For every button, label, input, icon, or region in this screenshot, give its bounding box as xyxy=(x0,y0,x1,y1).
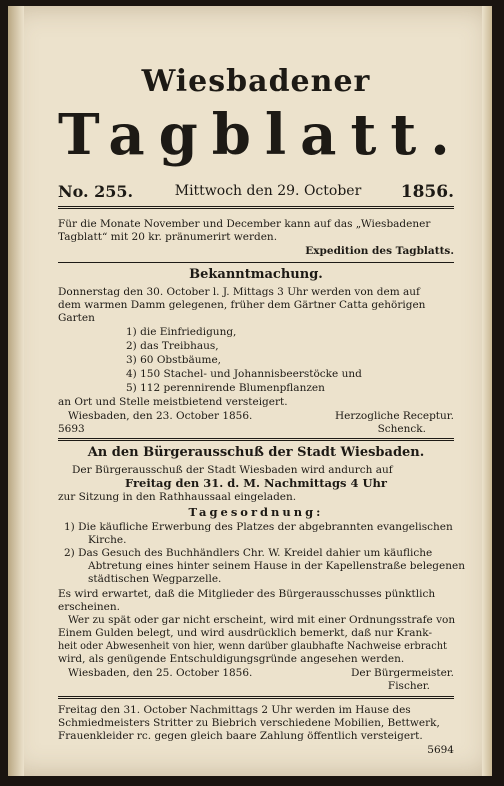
issue-number: No. 255. xyxy=(58,182,134,201)
agenda-item: Kirche. xyxy=(88,534,127,546)
notice2-text: erscheinen. xyxy=(58,601,120,613)
issue-year: 1856. xyxy=(400,182,454,202)
notice1-item: 2) das Treibhaus, xyxy=(126,340,219,352)
notice3-number: 5694 xyxy=(427,744,454,756)
notice1-item: 4) 150 Stachel- und Johannisbeerstöcke und xyxy=(126,368,362,380)
notice2-highlight: Freitag den 31. d. M. Nachmittags 4 Uhr xyxy=(125,476,387,490)
notice1-item: 5) 112 perennirende Blumenpflanzen xyxy=(126,382,325,394)
agenda-item: Abtretung eines hinter seinem Hause in der Kapellenstraße belegenen xyxy=(88,560,465,572)
notice1-place-date: Wiesbaden, den 23. October 1856. xyxy=(68,410,253,422)
notice1-item: 1) die Einfriedigung, xyxy=(126,326,237,338)
notice2-text: Wer zu spät oder gar nicht erscheint, wird mit einer Ordnungsstrafe von xyxy=(68,614,456,626)
notice1-item: 3) 60 Obstbäume, xyxy=(126,354,222,366)
notice1-number: 5693 xyxy=(58,423,85,435)
notice2-line: zur Sitzung in den Rathhaussaal eingeladen. xyxy=(58,491,297,503)
notice2-signer: Fischer. xyxy=(387,680,430,692)
agenda-item: 2) Das Gesuch des Buchhändlers Chr. W. Kreidel dahier um käufliche xyxy=(64,547,433,559)
notice2-place-date: Wiesbaden, den 25. October 1856. xyxy=(68,667,253,679)
notice2-office: Der Bürgermeister. xyxy=(351,667,454,679)
masthead-title: Tagblatt. xyxy=(58,102,464,168)
masthead-line-1: Wiesbadener xyxy=(141,64,371,99)
notice3-line: Schmiedmeisters Stritter zu Biebrich verschiedene Mobilien, Bettwerk, xyxy=(58,717,440,729)
notice3-line: Freitag den 31. October Nachmittags 2 Uhr werden im Hause des xyxy=(58,704,411,716)
notice3-line: Frauenkleider rc. gegen gleich baare Zahlung öffentlich versteigert. xyxy=(58,730,423,742)
divider xyxy=(58,262,454,263)
notice1-line: Donnerstag den 30. October l. J. Mittags 3 Uhr werden von dem auf xyxy=(58,286,420,298)
notice1-office: Herzogliche Receptur. xyxy=(335,410,454,422)
subscription-line: Tagblatt“ mit 20 kr. pränumerirt werden. xyxy=(58,231,278,243)
notice1-line: Garten xyxy=(58,312,95,324)
agenda-heading: Tagesordnung: xyxy=(188,505,324,519)
notice2-text: Einem Gulden belegt, und wird ausdrücklich bemerkt, daß nur Krank- xyxy=(58,627,433,639)
issue-date: Mittwoch den 29. October xyxy=(174,183,362,199)
subscription-signature: Expedition des Tagblatts. xyxy=(305,245,454,257)
notice1-line: dem warmen Damm gelegenen, früher dem Gärtner Catta gehörigen xyxy=(58,299,426,311)
notice1-heading: Bekanntmachung. xyxy=(189,267,323,282)
divider xyxy=(58,696,454,699)
dateline xyxy=(58,182,454,209)
page-spine-shadow xyxy=(8,6,24,776)
notice2-text: heit oder Abwesenheit von hier, wenn darüber glaubhafte Nachweise erbracht xyxy=(58,641,447,652)
divider xyxy=(58,438,454,441)
subscription-line: Für die Monate November und December kann auf das „Wiesbadener xyxy=(58,218,431,230)
newspaper-page xyxy=(8,6,492,776)
notice1-closing: an Ort und Stelle meistbietend versteigert. xyxy=(58,396,288,408)
agenda-item: 1) Die käufliche Erwerbung des Platzes der abgebrannten evangelischen xyxy=(64,521,453,533)
notice2-text: wird, als genügende Entschuldigungsgründe angesehen werden. xyxy=(58,653,405,665)
notice2-heading: An den Bürgerausschuß der Stadt Wiesbaden. xyxy=(87,445,425,460)
notice2-text: Es wird erwartet, daß die Mitglieder des Bürgerausschusses pünktlich xyxy=(58,588,436,600)
notice2-line: Der Bürgerausschuß der Stadt Wiesbaden wird andurch auf xyxy=(72,464,393,476)
agenda-item: städtischen Wegparzelle. xyxy=(88,573,222,585)
notice1-signer: Schenck. xyxy=(377,423,426,435)
